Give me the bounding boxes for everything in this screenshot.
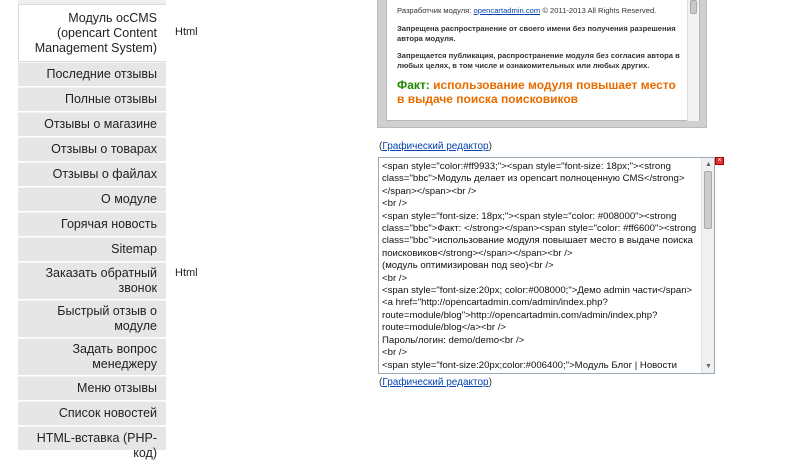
sidebar-item-label: Меню отзывы (77, 381, 157, 395)
sidebar-item-label: Быстрый отзыв о модуле (57, 304, 157, 333)
fact-text: использование модуля повышает место в выдаче поиска поисковиков (397, 78, 676, 106)
sidebar (18, 0, 166, 460)
preview-frame (377, 0, 707, 128)
sidebar-item-quick-review[interactable] (18, 300, 166, 338)
sidebar-item-sitemap[interactable] (18, 237, 166, 262)
sidebar-item-product-reviews[interactable] (18, 137, 166, 162)
sidebar-item-label: О модуле (101, 192, 157, 206)
sidebar-item-ask-manager[interactable] (18, 338, 166, 376)
preview-content (397, 6, 685, 106)
sidebar-item-label: Отзывы о файлах (52, 167, 157, 181)
sidebar-item-label: HTML-вставка (PHP-код) (36, 431, 157, 460)
sidebar-item-html-insert[interactable] (18, 426, 166, 460)
sidebar-item-occms[interactable] (18, 4, 166, 62)
sidebar-item-callback[interactable] (18, 262, 166, 300)
sidebar-item-label: Горячая новость (61, 217, 157, 231)
sidebar-item-label: Отзывы о магазине (44, 117, 157, 131)
sidebar-item-label: Отзывы о товарах (51, 142, 157, 156)
code-scrollbar[interactable] (701, 158, 714, 373)
sidebar-item-label: Последние отзывы (46, 67, 157, 81)
scroll-up-arrow-icon[interactable]: ▲ (705, 161, 712, 168)
html-code-textarea[interactable] (378, 157, 715, 374)
html-label-top: Html (175, 26, 198, 38)
sidebar-item-reviews-menu[interactable] (18, 376, 166, 401)
preview-scrollbar[interactable] (687, 0, 699, 121)
sidebar-item-about[interactable] (18, 187, 166, 212)
sidebar-item-latest-reviews[interactable] (18, 62, 166, 87)
fact-label: Факт: (397, 78, 430, 92)
preview-scroll-thumb[interactable] (690, 0, 697, 14)
code-scroll-thumb[interactable] (704, 171, 712, 229)
sidebar-item-hot-news[interactable] (18, 212, 166, 237)
scroll-down-arrow-icon[interactable]: ▼ (705, 363, 712, 370)
preview-area[interactable] (386, 0, 700, 121)
sidebar-item-news-list[interactable] (18, 401, 166, 426)
sidebar-item-label: Заказать обратный звонок (45, 266, 157, 295)
editor-toggle-bottom: (Графический редактор) (379, 377, 492, 388)
sidebar-item-label: Модуль ocCMS (opencart Content Management System) (34, 10, 157, 55)
sidebar-item-label: Sitemap (111, 242, 157, 256)
sidebar-item-label: Задать вопрос менеджеру (72, 342, 157, 371)
sidebar-item-label: Полные отзывы (64, 92, 157, 106)
fact-line (397, 78, 685, 106)
editor-toggle-top: (Графический редактор) (379, 141, 492, 152)
developer-line (397, 6, 685, 16)
warning-2: Запрещается публикация, распространение модуля без согласия автора в любых целях, в том числе и ознакомительных или любых других. (397, 51, 680, 70)
developer-prefix: Разработчик модуля: (397, 6, 472, 15)
warning-1: Запрещена распространение от своего имени без получения разрешения автора модуля. (397, 24, 676, 43)
developer-suffix: © 2011-2013 All Rights Reserved. (542, 6, 657, 15)
developer-link[interactable]: opencartadmin.com (473, 6, 541, 15)
wysiwyg-editor-link-bottom[interactable]: Графический редактор (382, 377, 489, 388)
sidebar-item-file-reviews[interactable] (18, 162, 166, 187)
html-code-content[interactable]: <span style="color:#ff9933;"><span style="font-size: 18px;"><strong class="bbc">Модуль делает из opencart полноценную CMS</strong></span></span><br /> <br /> <span style="font-size: 18px;"><span style="color: #008000"><strong class="bbc">Факт: </strong></span><span style="color: #ff6600"><strong class="bbc">использование модуля повышает место в выдаче поиска поисковиков</strong></span></span><br /> (модуль оптимизирован под seo)<br /> <br /> <span style="font-size:20px; color:#008000;">Демо admin части</span> <a href="http://opencartadmin.com/admin/index.php?route=module/blog">http://opencartadmin.com/admin/index.php?route=module/blog</a><br /> Пароль/логин: demo/demo<br /> <br /> <span style="font-size:20px;color:#006400;">Модуль Блог | Новости (382, 161, 697, 371)
html-label-mid: Html (175, 267, 198, 279)
wysiwyg-editor-link-top[interactable]: Графический редактор (382, 141, 489, 152)
sidebar-item-label: Список новостей (58, 406, 157, 420)
close-icon[interactable]: × (715, 157, 724, 165)
sidebar-item-store-reviews[interactable] (18, 112, 166, 137)
sidebar-item-full-reviews[interactable] (18, 87, 166, 112)
